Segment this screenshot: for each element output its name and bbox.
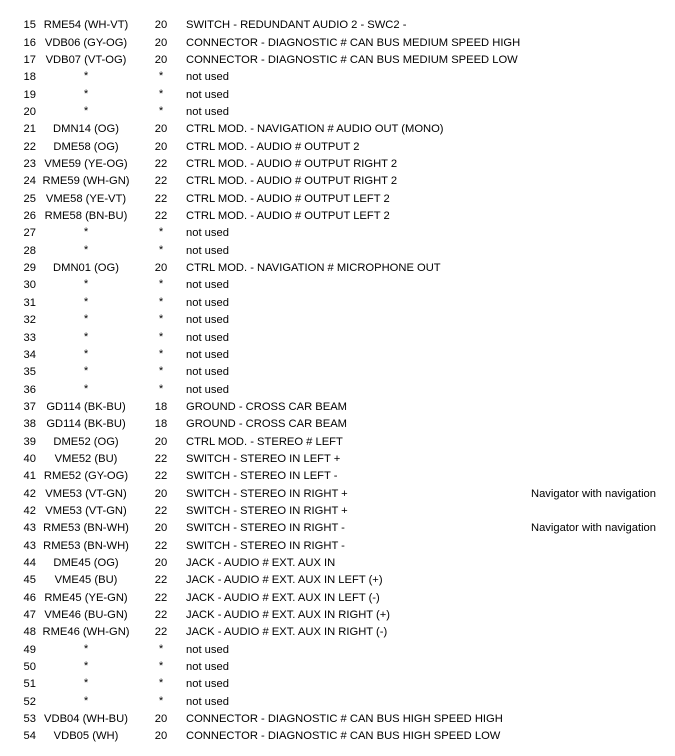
wire-code-cell: VME59 (YE-OG) <box>44 158 128 171</box>
wire-gauge-cell <box>136 694 186 711</box>
circuit-description-cell: not used <box>186 643 229 656</box>
wire-gauge-cell: 22 <box>154 452 168 465</box>
table-row <box>0 156 675 173</box>
variant-note-cell <box>531 52 675 69</box>
table-row <box>0 694 675 711</box>
pin-number-cell: 28 <box>23 244 36 257</box>
wire-code-cell <box>36 69 136 86</box>
circuit-description-cell: CTRL MOD. - STEREO # LEFT <box>186 435 343 448</box>
pin-number-cell: 15 <box>23 19 36 32</box>
not-used-star-icon: * <box>83 660 89 673</box>
wire-gauge-cell: 20 <box>154 487 168 500</box>
pin-number-cell: 48 <box>23 626 36 639</box>
pin-number-cell: 25 <box>23 192 36 205</box>
wire-gauge-cell: 20 <box>154 730 168 743</box>
variant-note-cell <box>531 156 675 173</box>
pin-number-cell: 33 <box>23 331 36 344</box>
wire-code-cell <box>36 243 136 260</box>
wire-code-cell: VDB06 (GY-OG) <box>44 36 128 49</box>
variant-note-cell <box>531 711 675 728</box>
wire-code-cell: DMN14 (OG) <box>53 123 119 136</box>
table-row <box>0 69 675 86</box>
variant-note-cell <box>531 312 675 329</box>
wire-code-cell: DMN01 (OG) <box>53 262 119 275</box>
not-used-star-icon: * <box>83 642 89 655</box>
wire-gauge-cell: 22 <box>154 591 168 604</box>
wire-code-cell <box>36 642 136 659</box>
circuit-description-cell: not used <box>186 678 229 691</box>
wire-gauge-cell <box>136 382 186 399</box>
pin-number-cell: 31 <box>23 296 36 309</box>
wire-gauge-cell: 22 <box>154 609 168 622</box>
circuit-description-cell: not used <box>186 383 229 396</box>
wire-code-cell: GD114 (BK-BU) <box>46 418 126 431</box>
wire-gauge-cell <box>136 347 186 364</box>
pin-number-cell: 16 <box>23 36 36 49</box>
wire-code-cell: RME46 (WH-GN) <box>42 626 130 639</box>
table-row <box>0 642 675 659</box>
wire-gauge-cell: 20 <box>154 54 168 67</box>
table-row <box>0 555 675 572</box>
variant-note-cell <box>531 468 675 485</box>
wire-gauge-cell <box>136 642 186 659</box>
pin-number-cell: 18 <box>23 71 36 84</box>
spacer-cell <box>0 0 36 17</box>
wire-gauge-cell: 22 <box>154 210 168 223</box>
variant-note-cell <box>531 295 675 312</box>
circuit-description-cell: CTRL MOD. - AUDIO # OUTPUT LEFT 2 <box>186 210 390 223</box>
wire-code-cell <box>36 694 136 711</box>
table-row <box>0 711 675 728</box>
not-used-star-icon: * <box>158 330 164 343</box>
not-used-star-icon: * <box>158 243 164 256</box>
not-used-star-icon: * <box>83 243 89 256</box>
wire-code-cell: RME54 (WH-VT) <box>43 19 129 32</box>
pin-number-cell: 46 <box>23 591 36 604</box>
variant-note-cell <box>531 624 675 641</box>
circuit-description-cell: SWITCH - STEREO IN RIGHT + <box>186 504 348 517</box>
wire-code-cell <box>36 225 136 242</box>
wire-gauge-cell <box>136 277 186 294</box>
wire-code-cell: VDB05 (WH) <box>53 730 119 743</box>
variant-note-cell: Navigator with navigation <box>531 487 656 500</box>
pin-number-cell: 40 <box>23 452 36 465</box>
circuit-description-cell: not used <box>186 227 229 240</box>
pin-number-cell: 52 <box>23 695 36 708</box>
table-row <box>0 416 675 433</box>
wire-gauge-cell <box>136 69 186 86</box>
wire-gauge-cell <box>136 243 186 260</box>
wire-code-cell <box>36 295 136 312</box>
wire-code-cell <box>36 312 136 329</box>
pin-number-cell: 23 <box>23 158 36 171</box>
wire-code-cell: VME53 (VT-GN) <box>45 504 127 517</box>
table-row <box>0 277 675 294</box>
pin-number-cell: 29 <box>23 262 36 275</box>
table-row <box>0 243 675 260</box>
not-used-star-icon: * <box>158 660 164 673</box>
table-row <box>0 139 675 156</box>
circuit-description-cell: not used <box>186 661 229 674</box>
variant-note-cell <box>531 260 675 277</box>
circuit-description-cell: GROUND - CROSS CAR BEAM <box>186 418 347 431</box>
circuit-description-cell: JACK - AUDIO # EXT. AUX IN RIGHT (+) <box>186 609 391 622</box>
wire-gauge-cell: 20 <box>154 522 168 535</box>
circuit-description-cell: not used <box>186 296 229 309</box>
wire-gauge-cell: 22 <box>154 175 168 188</box>
circuit-description-cell: SWITCH - STEREO IN RIGHT - <box>186 539 345 552</box>
circuit-description-cell: SWITCH - STEREO IN RIGHT - <box>186 522 345 535</box>
wire-code-cell <box>36 277 136 294</box>
wire-gauge-cell: 18 <box>154 400 168 413</box>
pin-number-cell: 32 <box>23 314 36 327</box>
pin-number-cell: 34 <box>23 348 36 361</box>
pin-number-cell: 17 <box>23 54 36 67</box>
table-row <box>0 382 675 399</box>
not-used-star-icon: * <box>83 70 89 83</box>
variant-note-cell <box>531 208 675 225</box>
pin-number-cell: 42 <box>23 487 36 500</box>
circuit-description-cell: SWITCH - REDUNDANT AUDIO 2 - SWC2 - <box>186 19 407 32</box>
pin-number-cell: 43 <box>23 522 36 535</box>
table-row <box>0 659 675 676</box>
variant-note-cell <box>531 399 675 416</box>
wire-code-cell: RME53 (BN-WH) <box>43 522 129 535</box>
variant-note-cell <box>531 503 675 520</box>
circuit-description-cell: not used <box>186 366 229 379</box>
not-used-star-icon: * <box>83 295 89 308</box>
wire-gauge-cell <box>136 330 186 347</box>
circuit-description-cell: CTRL MOD. - AUDIO # OUTPUT RIGHT 2 <box>186 158 398 171</box>
wire-code-cell: RME53 (BN-WH) <box>43 539 129 552</box>
wire-gauge-cell <box>136 104 186 121</box>
pin-number-cell: 24 <box>23 175 36 188</box>
not-used-star-icon: * <box>83 313 89 326</box>
table-row <box>0 225 675 242</box>
circuit-description-cell: JACK - AUDIO # EXT. AUX IN RIGHT (-) <box>186 626 388 639</box>
wire-code-cell: DME45 (OG) <box>53 556 119 569</box>
circuit-description-cell: CTRL MOD. - NAVIGATION # AUDIO OUT (MONO) <box>186 123 444 136</box>
variant-note-cell <box>531 330 675 347</box>
circuit-description-cell: JACK - AUDIO # EXT. AUX IN LEFT (-) <box>186 591 380 604</box>
table-row <box>0 330 675 347</box>
circuit-description-cell: JACK - AUDIO # EXT. AUX IN <box>186 556 336 569</box>
variant-note-cell <box>531 416 675 433</box>
table-row <box>0 312 675 329</box>
table-row <box>0 121 675 138</box>
variant-note-cell <box>531 607 675 624</box>
pin-number-cell: 30 <box>23 279 36 292</box>
circuit-description-cell: not used <box>186 88 229 101</box>
wire-code-cell: RME58 (BN-BU) <box>44 210 128 223</box>
wire-gauge-cell: 20 <box>154 713 168 726</box>
variant-note-cell <box>531 35 675 52</box>
not-used-star-icon: * <box>158 347 164 360</box>
not-used-star-icon: * <box>83 105 89 118</box>
table-row <box>0 399 675 416</box>
pin-number-cell: 26 <box>23 210 36 223</box>
not-used-star-icon: * <box>158 226 164 239</box>
table-row <box>0 520 675 537</box>
pin-number-cell: 51 <box>23 678 36 691</box>
variant-note-cell <box>531 225 675 242</box>
not-used-star-icon: * <box>158 295 164 308</box>
wire-gauge-cell: 20 <box>154 556 168 569</box>
wire-code-cell: RME52 (GY-OG) <box>43 470 129 483</box>
wire-code-cell: VME45 (BU) <box>54 574 118 587</box>
wire-gauge-cell: 22 <box>154 192 168 205</box>
variant-note-cell <box>531 382 675 399</box>
table-row <box>0 451 675 468</box>
pin-number-cell: 35 <box>23 366 36 379</box>
variant-note-cell: Navigator with navigation <box>531 522 656 535</box>
table-row <box>0 104 675 121</box>
spacer-cell <box>531 0 675 17</box>
wire-gauge-cell <box>136 364 186 381</box>
wire-gauge-cell: 20 <box>154 19 168 32</box>
variant-note-cell <box>531 659 675 676</box>
not-used-star-icon: * <box>158 105 164 118</box>
table-row <box>0 572 675 589</box>
table-row <box>0 607 675 624</box>
pin-number-cell: 37 <box>23 400 36 413</box>
table-row <box>0 434 675 451</box>
wire-code-cell <box>36 87 136 104</box>
wire-code-cell: VME52 (BU) <box>54 452 118 465</box>
wire-code-cell <box>36 676 136 693</box>
not-used-star-icon: * <box>158 365 164 378</box>
circuit-description-cell: not used <box>186 695 229 708</box>
pin-number-cell: 39 <box>23 435 36 448</box>
not-used-star-icon: * <box>158 642 164 655</box>
wire-code-cell: RME45 (YE-GN) <box>44 591 128 604</box>
wire-gauge-cell: 20 <box>154 36 168 49</box>
variant-note-cell <box>531 347 675 364</box>
variant-note-cell <box>531 243 675 260</box>
wire-gauge-cell: 22 <box>154 504 168 517</box>
table-row <box>0 503 675 520</box>
table-row <box>0 728 675 745</box>
wire-code-cell: VME58 (YE-VT) <box>45 192 127 205</box>
wire-code-cell: GD114 (BK-BU) <box>46 400 126 413</box>
spacer-cell <box>136 0 186 17</box>
circuit-description-cell: not used <box>186 71 229 84</box>
wire-code-cell: VDB04 (WH-BU) <box>44 713 128 726</box>
pin-number-cell: 49 <box>23 643 36 656</box>
pin-number-cell: 53 <box>23 713 36 726</box>
pin-number-cell: 50 <box>23 661 36 674</box>
not-used-star-icon: * <box>83 677 89 690</box>
variant-note-cell <box>531 277 675 294</box>
wire-gauge-cell: 22 <box>154 626 168 639</box>
pin-number-cell: 20 <box>23 106 36 119</box>
circuit-description-cell: not used <box>186 348 229 361</box>
circuit-description-cell: not used <box>186 314 229 327</box>
wire-code-cell: DME58 (OG) <box>53 140 119 153</box>
wire-code-cell <box>36 659 136 676</box>
pin-number-cell: 47 <box>23 609 36 622</box>
pin-number-cell: 36 <box>23 383 36 396</box>
pin-number-cell: 27 <box>23 227 36 240</box>
wire-gauge-cell <box>136 659 186 676</box>
wire-gauge-cell: 20 <box>154 140 168 153</box>
wire-gauge-cell: 20 <box>154 435 168 448</box>
not-used-star-icon: * <box>158 313 164 326</box>
wire-code-cell <box>36 104 136 121</box>
circuit-description-cell: not used <box>186 106 229 119</box>
circuit-description-cell: CTRL MOD. - AUDIO # OUTPUT LEFT 2 <box>186 192 390 205</box>
pin-number-cell: 54 <box>23 730 36 743</box>
circuit-description-cell: CONNECTOR - DIAGNOSTIC # CAN BUS HIGH SPEED HIGH <box>186 713 503 726</box>
pin-number-cell: 38 <box>23 418 36 431</box>
spacer-cell <box>186 0 531 17</box>
not-used-star-icon: * <box>83 87 89 100</box>
circuit-description-cell: SWITCH - STEREO IN LEFT - <box>186 470 338 483</box>
variant-note-cell <box>531 139 675 156</box>
table-row <box>0 35 675 52</box>
wire-code-cell: RME59 (WH-GN) <box>42 175 130 188</box>
not-used-star-icon: * <box>158 278 164 291</box>
variant-note-cell <box>531 694 675 711</box>
table-top-spacer <box>0 0 675 17</box>
pin-number-cell: 43 <box>23 539 36 552</box>
variant-note-cell <box>531 728 675 745</box>
table-row <box>0 538 675 555</box>
table-row <box>0 173 675 190</box>
variant-note-cell <box>531 69 675 86</box>
table-row <box>0 295 675 312</box>
spacer-cell <box>36 0 136 17</box>
wire-gauge-cell: 18 <box>154 418 168 431</box>
variant-note-cell <box>531 104 675 121</box>
circuit-description-cell: CONNECTOR - DIAGNOSTIC # CAN BUS HIGH SPEED LOW <box>186 730 501 743</box>
circuit-description-cell: SWITCH - STEREO IN LEFT + <box>186 452 341 465</box>
not-used-star-icon: * <box>158 70 164 83</box>
pin-number-cell: 21 <box>23 123 36 136</box>
wire-gauge-cell: 20 <box>154 262 168 275</box>
variant-note-cell <box>531 642 675 659</box>
table-row <box>0 347 675 364</box>
wire-gauge-cell <box>136 312 186 329</box>
not-used-star-icon: * <box>158 87 164 100</box>
table-row <box>0 52 675 69</box>
variant-note-cell <box>531 555 675 572</box>
variant-note-cell <box>531 676 675 693</box>
variant-note-cell <box>531 17 675 34</box>
wire-gauge-cell <box>136 295 186 312</box>
circuit-description-cell: CONNECTOR - DIAGNOSTIC # CAN BUS MEDIUM SPEED HIGH <box>186 36 521 49</box>
wire-gauge-cell: 22 <box>154 470 168 483</box>
pin-number-cell: 41 <box>23 470 36 483</box>
table-row <box>0 468 675 485</box>
table-row <box>0 191 675 208</box>
circuit-description-cell: CTRL MOD. - AUDIO # OUTPUT RIGHT 2 <box>186 175 398 188</box>
circuit-description-cell: not used <box>186 331 229 344</box>
table-row <box>0 208 675 225</box>
wire-gauge-cell <box>136 225 186 242</box>
circuit-description-cell: SWITCH - STEREO IN RIGHT + <box>186 487 348 500</box>
table-row <box>0 590 675 607</box>
wire-code-cell: VME53 (VT-GN) <box>45 487 127 500</box>
wire-code-cell: VDB07 (VT-OG) <box>45 54 127 67</box>
wire-code-cell <box>36 347 136 364</box>
wire-code-cell: VME46 (BU-GN) <box>44 609 128 622</box>
table-row <box>0 87 675 104</box>
wire-gauge-cell: 22 <box>154 574 168 587</box>
variant-note-cell <box>531 590 675 607</box>
pin-number-cell: 44 <box>23 556 36 569</box>
table-row <box>0 676 675 693</box>
not-used-star-icon: * <box>83 330 89 343</box>
wire-gauge-cell: 22 <box>154 158 168 171</box>
table-row <box>0 486 675 503</box>
circuit-description-cell: JACK - AUDIO # EXT. AUX IN LEFT (+) <box>186 574 383 587</box>
wire-gauge-cell <box>136 676 186 693</box>
wire-code-cell: DME52 (OG) <box>53 435 119 448</box>
variant-note-cell <box>531 121 675 138</box>
variant-note-cell <box>531 191 675 208</box>
variant-note-cell <box>531 434 675 451</box>
wire-code-cell <box>36 330 136 347</box>
variant-note-cell <box>531 451 675 468</box>
variant-note-cell <box>531 87 675 104</box>
circuit-description-cell: GROUND - CROSS CAR BEAM <box>186 400 347 413</box>
not-used-star-icon: * <box>83 694 89 707</box>
variant-note-cell <box>531 538 675 555</box>
not-used-star-icon: * <box>158 677 164 690</box>
not-used-star-icon: * <box>83 226 89 239</box>
table-row <box>0 624 675 641</box>
not-used-star-icon: * <box>158 382 164 395</box>
variant-note-cell <box>531 572 675 589</box>
table-row <box>0 364 675 381</box>
not-used-star-icon: * <box>83 382 89 395</box>
not-used-star-icon: * <box>83 365 89 378</box>
pin-number-cell: 19 <box>23 88 36 101</box>
variant-note-cell <box>531 173 675 190</box>
wire-gauge-cell: 22 <box>154 539 168 552</box>
wire-gauge-cell <box>136 87 186 104</box>
circuit-description-cell: CTRL MOD. - NAVIGATION # MICROPHONE OUT <box>186 262 441 275</box>
variant-note-cell <box>531 364 675 381</box>
not-used-star-icon: * <box>158 694 164 707</box>
pin-number-cell: 42 <box>23 504 36 517</box>
circuit-description-cell: CTRL MOD. - AUDIO # OUTPUT 2 <box>186 140 360 153</box>
table-row <box>0 260 675 277</box>
wire-code-cell <box>36 364 136 381</box>
wire-code-cell <box>36 382 136 399</box>
spacer-row <box>0 0 675 17</box>
wire-gauge-cell: 20 <box>154 123 168 136</box>
table-row <box>0 17 675 34</box>
not-used-star-icon: * <box>83 278 89 291</box>
circuit-description-cell: not used <box>186 244 229 257</box>
pin-number-cell: 22 <box>23 140 36 153</box>
circuit-description-cell: not used <box>186 279 229 292</box>
not-used-star-icon: * <box>83 347 89 360</box>
pin-number-cell: 45 <box>23 574 36 587</box>
circuit-description-cell: CONNECTOR - DIAGNOSTIC # CAN BUS MEDIUM SPEED LOW <box>186 54 518 67</box>
pinout-table-body <box>0 17 675 745</box>
